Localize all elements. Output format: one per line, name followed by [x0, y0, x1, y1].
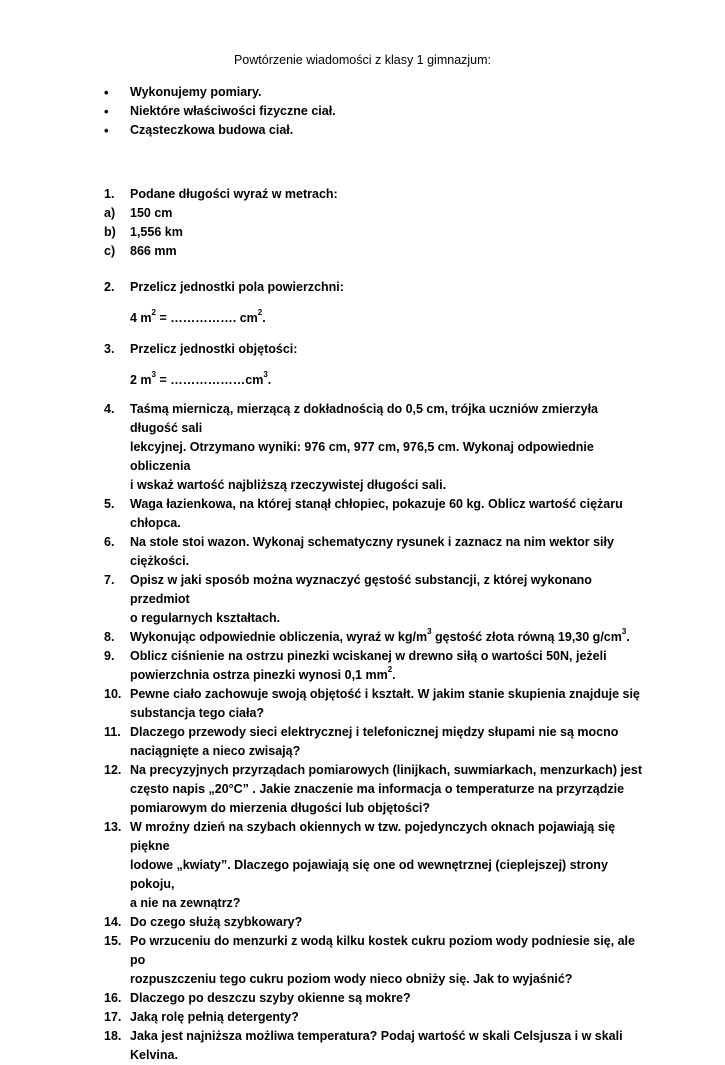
- question-1-item: a) 150 cm: [104, 206, 173, 220]
- question-1-item: b) 1,556 km: [104, 225, 183, 239]
- question-14: 14. Do czego służą szybkowary?: [104, 915, 303, 929]
- question-8: 8. Wykonując odpowiednie obliczenia, wyraź w $kg/m^3$ gęstość złota równą 19,30 $g/cm^3$.: [104, 626, 630, 644]
- question-9: 9. Oblicz ciśnienie na ostrzu pinezki wciskanej w drewno siłą o wartości 50N, jeżeli powierzchnia ostrza pinezki wynosi 0,1 $mm^2$.: [104, 649, 607, 682]
- question-17: 17. Jaką rolę pełnią detergenty?: [104, 1010, 299, 1024]
- topic-list: [104, 83, 336, 140]
- question-13: 13. W mroźny dzień na szybach okiennych w tzw. pojedynczych oknach pojawiają się piękne lodowe „kwiaty”. Dlaczego pojawiają się one od wewnętrznej (cieplejszej) strony pokoju, a nie na zewnątrz?: [104, 820, 616, 910]
- document-title: Powtórzenie wiadomości z klasy 1 gimnazjum:: [233, 53, 492, 67]
- question-4: 4. Taśmą mierniczą, mierzącą z dokładnością do 0,5 cm, trójka uczniów zmierzyła długość sali lekcyjnej. Otrzymano wyniki: 976 cm, 977 cm, 976,5 cm. Wykonaj odpowiednie obliczenia i wskaż wartość najbliższą rzeczywistej długości sali.: [104, 402, 598, 492]
- question-list: [104, 400, 644, 1065]
- topic-item: • Niektóre właściwości fizyczne ciał.: [104, 104, 336, 119]
- question-11: 11. Dlaczego przewody sieci elektrycznej i telefonicznej między słupami nie są mocno naciągnięte a nieco zwisają?: [104, 725, 619, 758]
- topic-item: • Wykonujemy pomiary.: [104, 85, 262, 100]
- question-12: 12. Na precyzyjnych przyrządach pomiarowych (linijkach, suwmiarkach, menzurkach) jest często napis „20°C” . Jakie znaczenie ma informacja o temperaturze na przyrządzie pomiarowym do mierzenia długości lub objętości?: [104, 763, 642, 815]
- bullet-icon: •: [104, 85, 109, 100]
- question-10: 10. Pewne ciało zachowuje swoją objętość i kształt. W jakim stanie skupienia znajduje się substancja tego ciała?: [104, 687, 640, 720]
- question-1-item: c) 866 mm: [104, 244, 177, 258]
- question-2-equation: 4 $m^2$ = ……………. $cm^2$.: [130, 307, 266, 325]
- question-5: 5. Waga łazienkowa, na której stanął chłopiec, pokazuje 60 kg. Oblicz wartość ciężaru chłopca.: [104, 497, 623, 530]
- question-16: 16. Dlaczego po deszczu szyby okienne są mokre?: [104, 991, 411, 1005]
- question-15: 15. Po wrzuceniu do menzurki z wodą kilku kostek cukru poziom wody podniesie się, ale po rozpuszczeniu tego cukru poziom wody nieco obniży się. Jak to wyjaśnić?: [104, 934, 635, 986]
- question-18: 18. Jaka jest najniższa możliwa temperatura? Podaj wartość w skali Celsjusza i w skali Kelvina.: [104, 1029, 623, 1062]
- topic-item: • Cząsteczkowa budowa ciał.: [104, 123, 294, 138]
- question-1: 1. Podane długości wyraź w metrach: a) 150 cm b) 1,556 km c) 866 mm: [104, 185, 338, 261]
- bullet-icon: •: [104, 104, 109, 119]
- question-3-equation: 2 $m^3$ = $\dots\dots\dots\dots\dots\dots cm^3$.: [130, 369, 272, 387]
- bullet-icon: •: [104, 123, 109, 138]
- question-3: 3. Przelicz jednostki objętości:: [104, 342, 298, 356]
- question-6: 6. Na stole stoi wazon. Wykonaj schematyczny rysunek i zaznacz na nim wektor siły ciężkości.: [104, 535, 614, 568]
- question-7: 7. Opisz w jaki sposób można wyznaczyć gęstość substancji, z której wykonano przedmiot o regularnych kształtach.: [104, 573, 592, 625]
- question-2: 2. Przelicz jednostki pola powierzchni:: [104, 280, 344, 294]
